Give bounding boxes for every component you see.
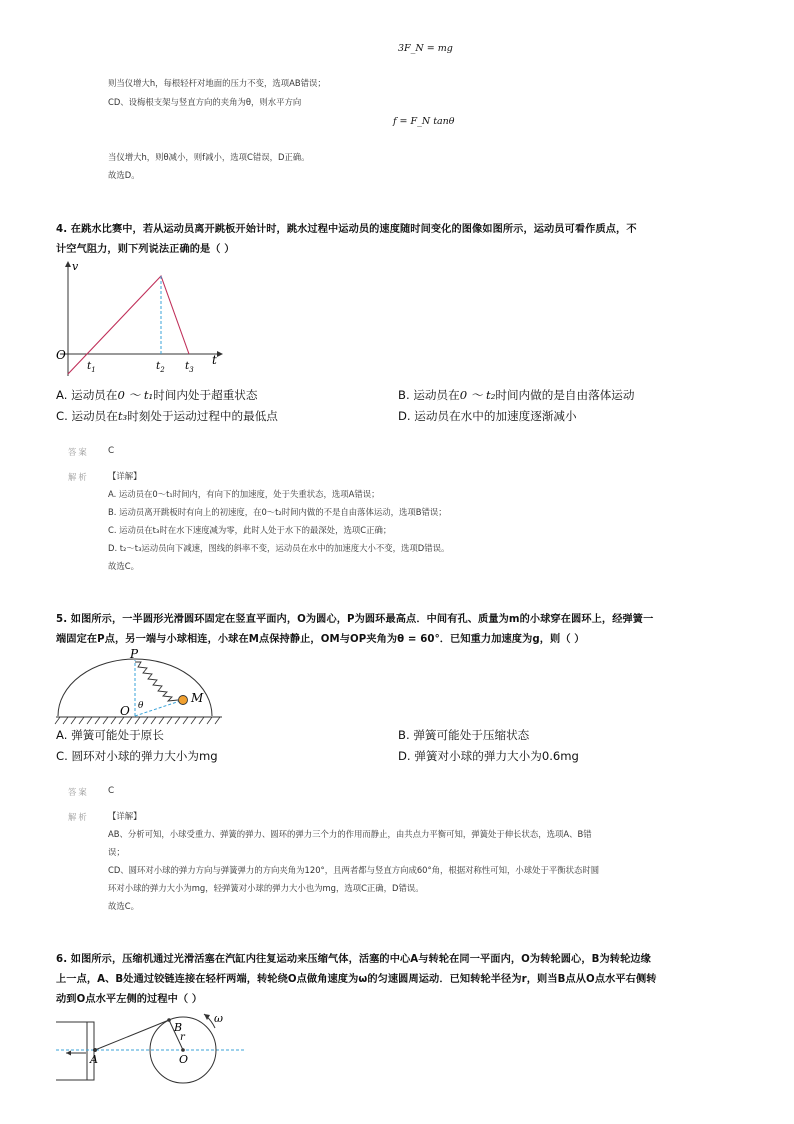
q4-option-c[interactable]: C. 运动员在t₃时刻处于运动过程中的最低点 [56, 409, 278, 423]
q4-answer-label: 答案 [68, 447, 89, 457]
t1-label: $t_1$ [87, 360, 96, 374]
radius-label: r [180, 1032, 185, 1043]
t2-label: $t_2$ [156, 360, 165, 374]
q4-analysis-c: C. 运动员在t₃时在水下速度减为零，此时人处于水下的最深处，选项C正确； [108, 525, 392, 535]
q6-stem-line-1: 6. 如图所示，压缩机通过光滑活塞在汽缸内往复运动来压缩气体，活塞的中心A与转轮在同一平面内，O为转轮圆心，B为转轮边缘 [56, 954, 651, 965]
point-a-label: A [90, 1053, 98, 1066]
point-b-label: B [174, 1021, 183, 1034]
point-p-label: P [130, 648, 139, 661]
q5-option-a[interactable]: A. 弹簧可能处于原长 [56, 728, 164, 742]
origin-label: O [56, 348, 66, 362]
q4-option-b[interactable]: B. 运动员在0 ～ t₂时间内做的是自由落体运动 [398, 388, 635, 402]
compressor-figure [56, 1010, 246, 1114]
q5-option-d[interactable]: D. 弹簧对小球的弹力大小为0.6mg [398, 749, 579, 763]
q5-option-b[interactable]: B. 弹簧可能处于压缩状态 [398, 728, 530, 742]
q4-analysis-d: D. t₂～t₃运动员向下减速，图线的斜率不变，运动员在水中的加速度大小不变，选项D错误。 [108, 543, 450, 553]
q5-analysis-ab: AB、分析可知，小球受重力、弹簧的弹力、圆环的弹力三个力的作用而静止，由共点力平衡可知，弹簧处于伸长状态，选项A、B错 [108, 829, 592, 839]
q4-option-a[interactable]: A. 运动员在0 ～ t₁时间内处于超重状态 [56, 388, 258, 402]
q6-stem-line-3: 动到O点水平左侧的过程中（ ） [56, 994, 203, 1005]
vt-graph [50, 258, 240, 378]
q5-answer: C [108, 786, 115, 796]
q6-stem-line-2: 上一点，A、B处通过铰链连接在轻杆两端，转轮绕O点做角速度为ω的匀速圆周运动．已知转轮半径为r，则当B点从O点水平右侧转 [56, 974, 657, 985]
q4-analysis-b: B. 运动员离开跳板时有向上的初速度，在0～t₂时间内做的不是自由落体运动，选项B错误； [108, 507, 447, 517]
semicircle-ring [58, 659, 212, 716]
q5-stem-line-2: 端固定在P点，另一端与小球相连，小球在M点保持静止，OM与OP夹角为θ = 60°．已知重力加速度为g，则（ ） [56, 634, 585, 645]
prev-line-2: CD、设梅根支架与竖直方向的夹角为θ，则水平方向 [108, 97, 302, 107]
point-o-label: O [179, 1053, 189, 1066]
q4-analysis-label: 解析 [68, 472, 89, 482]
ground-hatch [55, 717, 220, 724]
q5-analysis-label: 解析 [68, 812, 89, 822]
q5-analysis-ab-cont: 误； [108, 847, 125, 857]
center-o [181, 1048, 185, 1052]
q4-conclusion: 故选C。 [108, 561, 139, 571]
ring-figure [54, 648, 224, 726]
t-label: t [212, 353, 217, 367]
q5-conclusion: 故选C。 [108, 901, 139, 911]
q4-answer: C [108, 446, 115, 456]
q5-detail-heading: 【详解】 [108, 811, 142, 821]
point-o-label: O [120, 704, 130, 718]
v-label: v [72, 260, 79, 273]
q5-analysis-cd: CD、圆环对小球的弹力方向与弹簧弹力的方向夹角为120°，且两者都与竖直方向成60°角，根据对称性可知，小球处于平衡状态时圆 [108, 865, 600, 875]
point-m-label: M [191, 691, 204, 705]
q5-answer-label: 答案 [68, 787, 89, 797]
prev-line-1: 则当仪增大h，每根轻杆对地面的压力不变，选项AB错误； [108, 78, 326, 88]
prev-line-4: 故选D。 [108, 170, 140, 180]
q5-option-c[interactable]: C. 圆环对小球的弹力大小为mg [56, 749, 218, 763]
q5-analysis-cd-cont: 环对小球的弹力大小为mg，轻弹簧对小球的弹力大小也为mg，选项C正确，D错误。 [108, 883, 424, 893]
q5-stem-line-1: 5. 如图所示，一半圆形光滑圆环固定在竖直平面内，O为圆心，P为圆环最高点．中间有孔、质量为m的小球穿在圆环上，经弹簧一 [56, 614, 654, 625]
q4-option-d[interactable]: D. 运动员在水中的加速度逐渐减小 [398, 409, 577, 423]
omega-label: ω [214, 1012, 223, 1025]
arrow-head [66, 1051, 71, 1056]
q4-analysis-a: A. 运动员在0～t₁时间内，有向下的加速度，处于失重状态，选项A错误； [108, 489, 380, 499]
q4-stem-line-1: 4. 在跳水比赛中，若从运动员离开跳板开始计时，跳水过程中运动员的速度随时间变化的图像如图所示，运动员可看作质点，不 [56, 224, 637, 235]
theta-label: θ [138, 701, 144, 711]
q4-stem-line-2: 计空气阻力，则下列说法正确的是（ ） [56, 244, 235, 255]
t3-label: $t_3$ [185, 360, 194, 374]
spring [135, 662, 178, 701]
prev-line-3: 当仪增大h，则θ减小，则f减小，选项C错误，D正确。 [108, 152, 310, 162]
equation-f-fn-tan: f = F_N tanθ [393, 116, 455, 127]
hinge-a [93, 1048, 97, 1052]
piston [87, 1022, 94, 1080]
connecting-rod [95, 1020, 169, 1050]
equation-3fn-mg: 3F_N = mg [398, 43, 453, 54]
q4-detail-heading: 【详解】 [108, 471, 142, 481]
ball [179, 696, 188, 705]
hinge-b [167, 1018, 171, 1022]
